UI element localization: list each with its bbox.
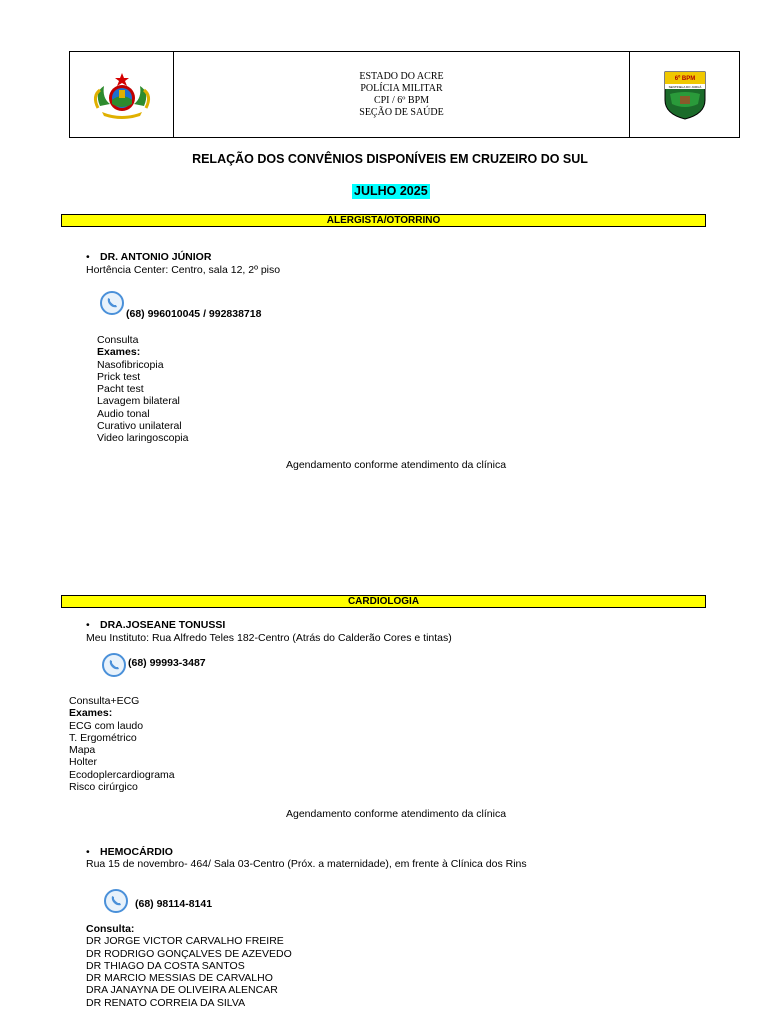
exam-item: Lavagem bilateral xyxy=(97,395,180,408)
exam-item: Risco cirúrgico xyxy=(69,781,138,794)
scheduling-note: Agendamento conforme atendimento da clínica xyxy=(286,808,507,820)
exam-item: Nasofibricopia xyxy=(97,358,164,371)
bullet-icon: • xyxy=(86,251,90,263)
whatsapp-phone-icon xyxy=(99,290,125,316)
provider-name: DRA.JOSEANE TONUSSI xyxy=(100,619,226,631)
battalion-shield-cell xyxy=(629,52,739,137)
doctor-item: DRA JANAYNA DE OLIVEIRA ALENCAR xyxy=(86,984,278,997)
exam-item: Prick test xyxy=(97,370,141,383)
bullet-icon: • xyxy=(86,846,90,858)
exam-item: T. Ergométrico xyxy=(69,731,137,744)
exam-item: Holter xyxy=(69,756,98,769)
service-consulta: Consulta+ECG xyxy=(69,695,140,707)
provider-address: Rua 15 de novembro- 464/ Sala 03-Centro (Próx. a maternidade), em frente à Clínica dos Rins xyxy=(86,858,527,870)
doctor-item: DR RODRIGO GONÇALVES DE AZEVEDO xyxy=(86,947,292,960)
exam-item: Audio tonal xyxy=(97,407,150,420)
services-list-cardiologia xyxy=(69,695,175,793)
provider-antonio-junior xyxy=(86,251,211,263)
battalion-shield-logo xyxy=(662,70,708,120)
month-badge: JULHO 2025 xyxy=(354,184,428,198)
shield-motto: SENTINELA DO JURUÁ xyxy=(668,84,701,89)
page-title: RELAÇÃO DOS CONVÊNIOS DISPONÍVEIS EM CRUZEIRO DO SUL xyxy=(192,152,588,166)
header-line-section: SEÇÃO DE SAÚDE xyxy=(359,106,444,118)
doctor-item: DR MARCIO MESSIAS DE CARVALHO xyxy=(86,972,273,985)
exam-item: Pacht test xyxy=(97,383,144,396)
bullet-icon: • xyxy=(86,619,90,631)
doctors-list-hemocardio xyxy=(86,923,292,1009)
provider-name: DR. ANTONIO JÚNIOR xyxy=(100,251,212,263)
provider-phone: (68) 98114-8141 xyxy=(135,898,213,910)
provider-phone: (68) 99993-3487 xyxy=(128,657,206,669)
header-line-police: POLÍCIA MILITAR xyxy=(360,82,443,94)
acre-coat-of-arms-logo xyxy=(90,70,154,120)
scheduling-note: Agendamento conforme atendimento da clínica xyxy=(286,459,507,471)
service-consulta: Consulta xyxy=(97,334,139,346)
services-list-alergista xyxy=(97,334,188,445)
exam-item: Ecodoplercardiograma xyxy=(69,768,175,781)
doctor-item: DR JORGE VICTOR CARVALHO FREIRE xyxy=(86,935,284,948)
exam-item: Video laringoscopia xyxy=(97,432,189,445)
provider-name: HEMOCÁRDIO xyxy=(100,846,173,858)
section-heading-alergista: ALERGISTA/OTORRINO xyxy=(61,214,706,227)
section-heading-cardiologia: CARDIOLOGIA xyxy=(61,595,706,608)
provider-address: Meu Instituto: Rua Alfredo Teles 182-Centro (Atrás do Calderão Cores e tintas) xyxy=(86,632,452,644)
doctor-item: DR THIAGO DA COSTA SANTOS xyxy=(86,959,245,972)
exames-label: Exames: xyxy=(69,707,113,720)
consulta-label: Consulta: xyxy=(86,923,135,935)
exames-label: Exames: xyxy=(97,346,141,359)
whatsapp-phone-icon xyxy=(101,652,127,678)
provider-phone: (68) 996010045 / 992838718 xyxy=(126,308,262,320)
shield-title: 6º BPM xyxy=(674,75,695,82)
provider-address: Hortência Center: Centro, sala 12, 2º piso xyxy=(86,264,281,276)
exam-item: Curativo unilateral xyxy=(97,420,182,433)
header-table xyxy=(69,51,740,138)
header-line-state: ESTADO DO ACRE xyxy=(359,70,444,82)
doctor-item: DR RENATO CORREIA DA SILVA xyxy=(86,996,246,1009)
header-line-battalion: CPI / 6º BPM xyxy=(373,94,430,106)
exam-item: Mapa xyxy=(69,744,96,757)
whatsapp-phone-icon xyxy=(103,888,129,914)
acre-coat-of-arms-cell xyxy=(70,52,174,137)
provider-joseane-tonussi xyxy=(86,619,225,631)
provider-hemocardio xyxy=(86,846,173,858)
exam-item: ECG com laudo xyxy=(69,719,144,732)
header-text xyxy=(174,52,629,137)
